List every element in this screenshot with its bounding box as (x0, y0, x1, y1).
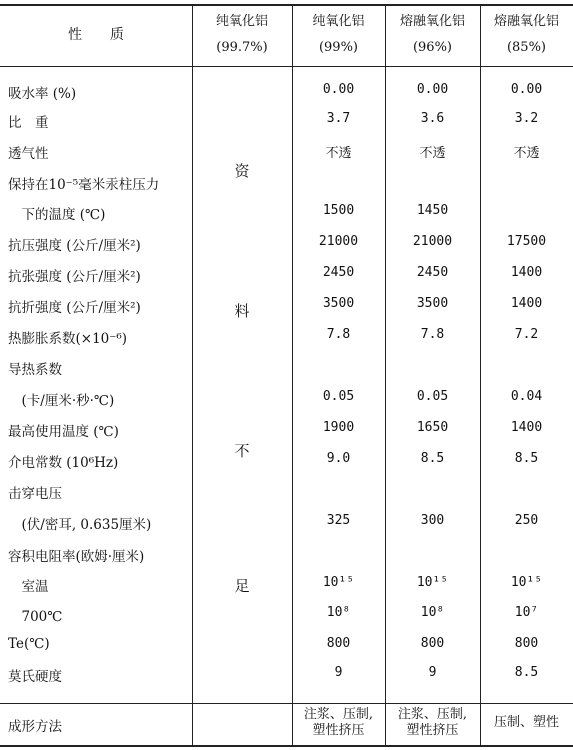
cell-v2: 800 (326, 636, 351, 651)
cell-v3: 10⁸ (420, 605, 445, 620)
cell-v4: 17500 (506, 234, 547, 249)
header-col1-name: 纯氧化铝 (215, 14, 268, 29)
cell-v3: 2450 (416, 265, 449, 280)
row-label: 抗张强度 (公斤/厘米²) (8, 269, 141, 285)
cell-v4: 1400 (510, 420, 543, 435)
side-note-char-4: 足 (234, 577, 250, 595)
cell-v3: 10¹⁵ (416, 575, 449, 590)
footer-rule (0, 703, 573, 704)
header-property: 性 质 (68, 27, 124, 43)
cell-v3: 300 (420, 513, 445, 528)
cell-v4: 0.00 (510, 82, 543, 97)
header-col2-purity: (99%) (318, 40, 359, 55)
header-rule (0, 66, 573, 67)
row-label: 700℃ (8, 609, 63, 625)
row-label: 击穿电压 (8, 486, 62, 502)
cell-v4: 1400 (510, 296, 543, 311)
cell-v3: 1650 (416, 420, 449, 435)
footer-col3-line2: 塑性挤压 (406, 723, 459, 738)
cell-v2: 3500 (322, 296, 355, 311)
cell-v4: 1400 (510, 265, 543, 280)
cell-v2: 1500 (322, 203, 355, 218)
header-col2 (292, 14, 385, 56)
cell-v3: 不透 (419, 146, 446, 161)
col-divider-1 (192, 4, 193, 747)
cell-v3: 9 (428, 665, 437, 680)
row-label: 容积电阻率(欧姆·厘米) (8, 549, 145, 565)
cell-v2: 2450 (322, 265, 355, 280)
header-col4 (480, 14, 573, 56)
cell-v2: 9 (334, 665, 343, 680)
cell-v3: 21000 (412, 234, 453, 249)
header-col3 (385, 14, 480, 56)
cell-v4: 8.5 (514, 665, 539, 680)
row-label: (伏/密耳, 0.635厘米) (8, 517, 152, 533)
cell-v2: 9.0 (326, 451, 351, 466)
row-label: 保持在10⁻⁵毫米汞柱压力 (8, 177, 160, 193)
cell-v4: 3.2 (514, 111, 539, 126)
header-col1-purity: (99.7%) (216, 40, 268, 55)
row-label: Te(℃) (8, 636, 50, 652)
cell-v4: 0.04 (510, 389, 543, 404)
header-col4-purity: (85%) (506, 40, 547, 55)
row-label: 莫氏硬度 (8, 669, 62, 685)
bottom-rule (0, 745, 573, 747)
row-label: 介电常数 (10⁶Hz) (8, 455, 119, 471)
cell-v3: 7.8 (420, 327, 445, 342)
row-label: 导热系数 (8, 362, 62, 378)
footer-col2-line2: 塑性挤压 (312, 723, 365, 738)
cell-v3: 800 (420, 636, 445, 651)
cell-v2: 1900 (322, 420, 355, 435)
cell-v4: 7.2 (514, 327, 539, 342)
top-rule (0, 4, 573, 6)
row-label: 抗压强度 (公斤/厘米²) (8, 238, 141, 254)
side-note-char-2: 料 (234, 302, 250, 320)
side-note-char-3: 不 (234, 442, 250, 460)
cell-v2: 7.8 (326, 327, 351, 342)
footer-col2-line1: 注浆、压制, (303, 707, 374, 722)
row-label: (卡/厘米·秒·℃) (8, 393, 115, 409)
cell-v4: 250 (514, 513, 539, 528)
header-col1 (192, 14, 292, 56)
row-label: 最高使用温度 (℃) (8, 424, 119, 440)
cell-v4: 10⁷ (514, 605, 539, 620)
cell-v3: 3.6 (420, 111, 445, 126)
cell-v3: 0.00 (416, 82, 449, 97)
cell-v2: 10⁸ (326, 605, 351, 620)
footer-col3-line1: 注浆、压制, (397, 707, 468, 722)
cell-v4: 10¹⁵ (510, 575, 543, 590)
header-col3-purity: (96%) (412, 40, 453, 55)
cell-v2: 不透 (325, 146, 352, 161)
row-label: 热膨胀系数(×10⁻⁶) (8, 331, 128, 347)
side-note-char-1: 资 (234, 162, 250, 180)
cell-v3: 0.05 (416, 389, 449, 404)
footer-col3 (385, 707, 480, 739)
cell-v4: 不透 (513, 146, 540, 161)
cell-v2: 325 (326, 513, 351, 528)
row-label: 透气性 (8, 146, 49, 162)
header-col4-name: 熔融氧化铝 (493, 14, 559, 29)
footer-label: 成形方法 (8, 719, 62, 735)
cell-v2: 0.00 (322, 82, 355, 97)
cell-v2: 0.05 (322, 389, 355, 404)
cell-v2: 3.7 (326, 111, 351, 126)
cell-v3: 3500 (416, 296, 449, 311)
cell-v4: 8.5 (514, 451, 539, 466)
cell-v3: 1450 (416, 203, 449, 218)
cell-v2: 10¹⁵ (322, 575, 355, 590)
row-label: 吸水率 (%) (8, 86, 77, 102)
footer-col2 (292, 707, 385, 739)
header-col3-name: 熔融氧化铝 (399, 14, 465, 29)
footer-col4: 压制、塑性 (493, 715, 559, 730)
row-label: 下的温度 (℃) (8, 207, 106, 223)
row-label: 比 重 (8, 115, 49, 131)
row-label: 室温 (8, 579, 49, 595)
row-label: 抗折强度 (公斤/厘米²) (8, 300, 141, 316)
header-col2-name: 纯氧化铝 (312, 14, 365, 29)
cell-v4: 800 (514, 636, 539, 651)
cell-v2: 21000 (318, 234, 359, 249)
cell-v3: 8.5 (420, 451, 445, 466)
